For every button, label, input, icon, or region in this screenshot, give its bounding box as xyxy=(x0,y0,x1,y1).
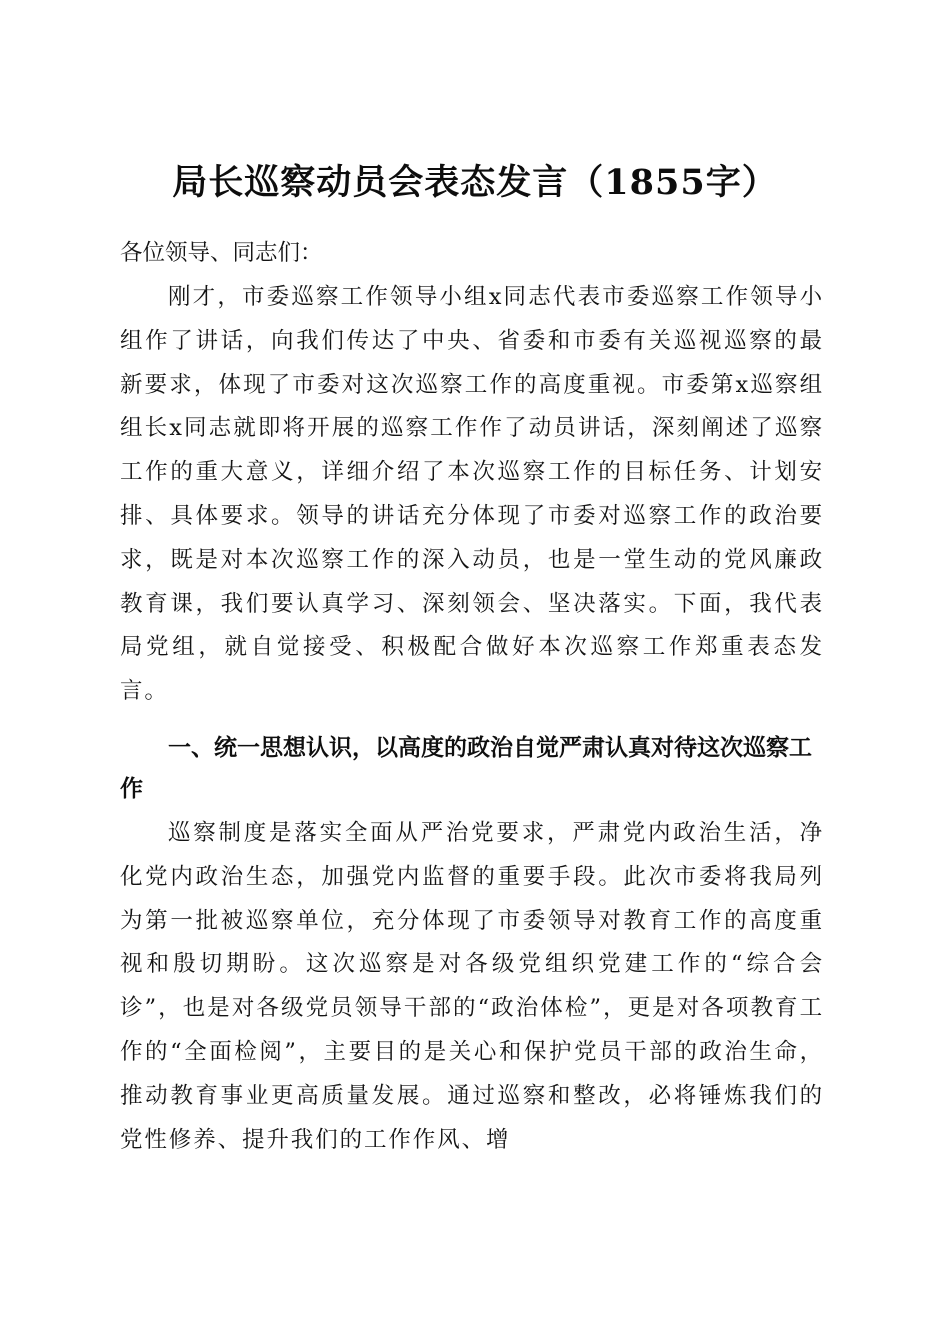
document-title: 局长巡察动员会表态发言（1855字） xyxy=(172,162,778,204)
paragraph-2: 巡察制度是落实全面从严治党要求，严肃党内政治生活，净化党内政治生态，加强党内监督的重要手段。此次市委将我局列为第一批被巡察单位，充分体现了市委领导对教育工作的高度重视和殷切期盼。这次巡察是对各级党组织党建工作的“综合会诊”，也是对各级党员领导干部的“政治体检”，更是对各项教育工作的“全面检阅”，主要目的是关心和保护党员干部的政治生命，推动教育事业更高质量发展。通过巡察和整改，必将锤炼我们的党性修养、提升我们的工作作风、增 xyxy=(120,820,824,1153)
salutation: 各位领导、同志们： xyxy=(120,240,323,266)
section-heading-1: 一、统一思想认识，以高度的政治自觉严肃认真对待这次巡察工作 xyxy=(120,735,812,802)
paragraph-1: 刚才，市委巡察工作领导小组x同志代表市委巡察工作领导小组作了讲话，向我们传达了中央、省委和市委有关巡视巡察的最新要求，体现了市委对这次巡察工作的高度重视。市委第x巡察组组长x同志就即将开展的巡察工作作了动员讲话，深刻阐述了巡察工作的重大意义，详细介绍了本次巡察工作的目标任务、计划安排、具体要求。领导的讲话充分体现了市委对巡察工作的政治要求，既是对本次巡察工作的深入动员，也是一堂生动的党风廉政教育课，我们要认真学习、深刻领会、坚决落实。下面，我代表局党组，就自觉接受、积极配合做好本次巡察工作郑重表态发言。 xyxy=(120,284,824,705)
